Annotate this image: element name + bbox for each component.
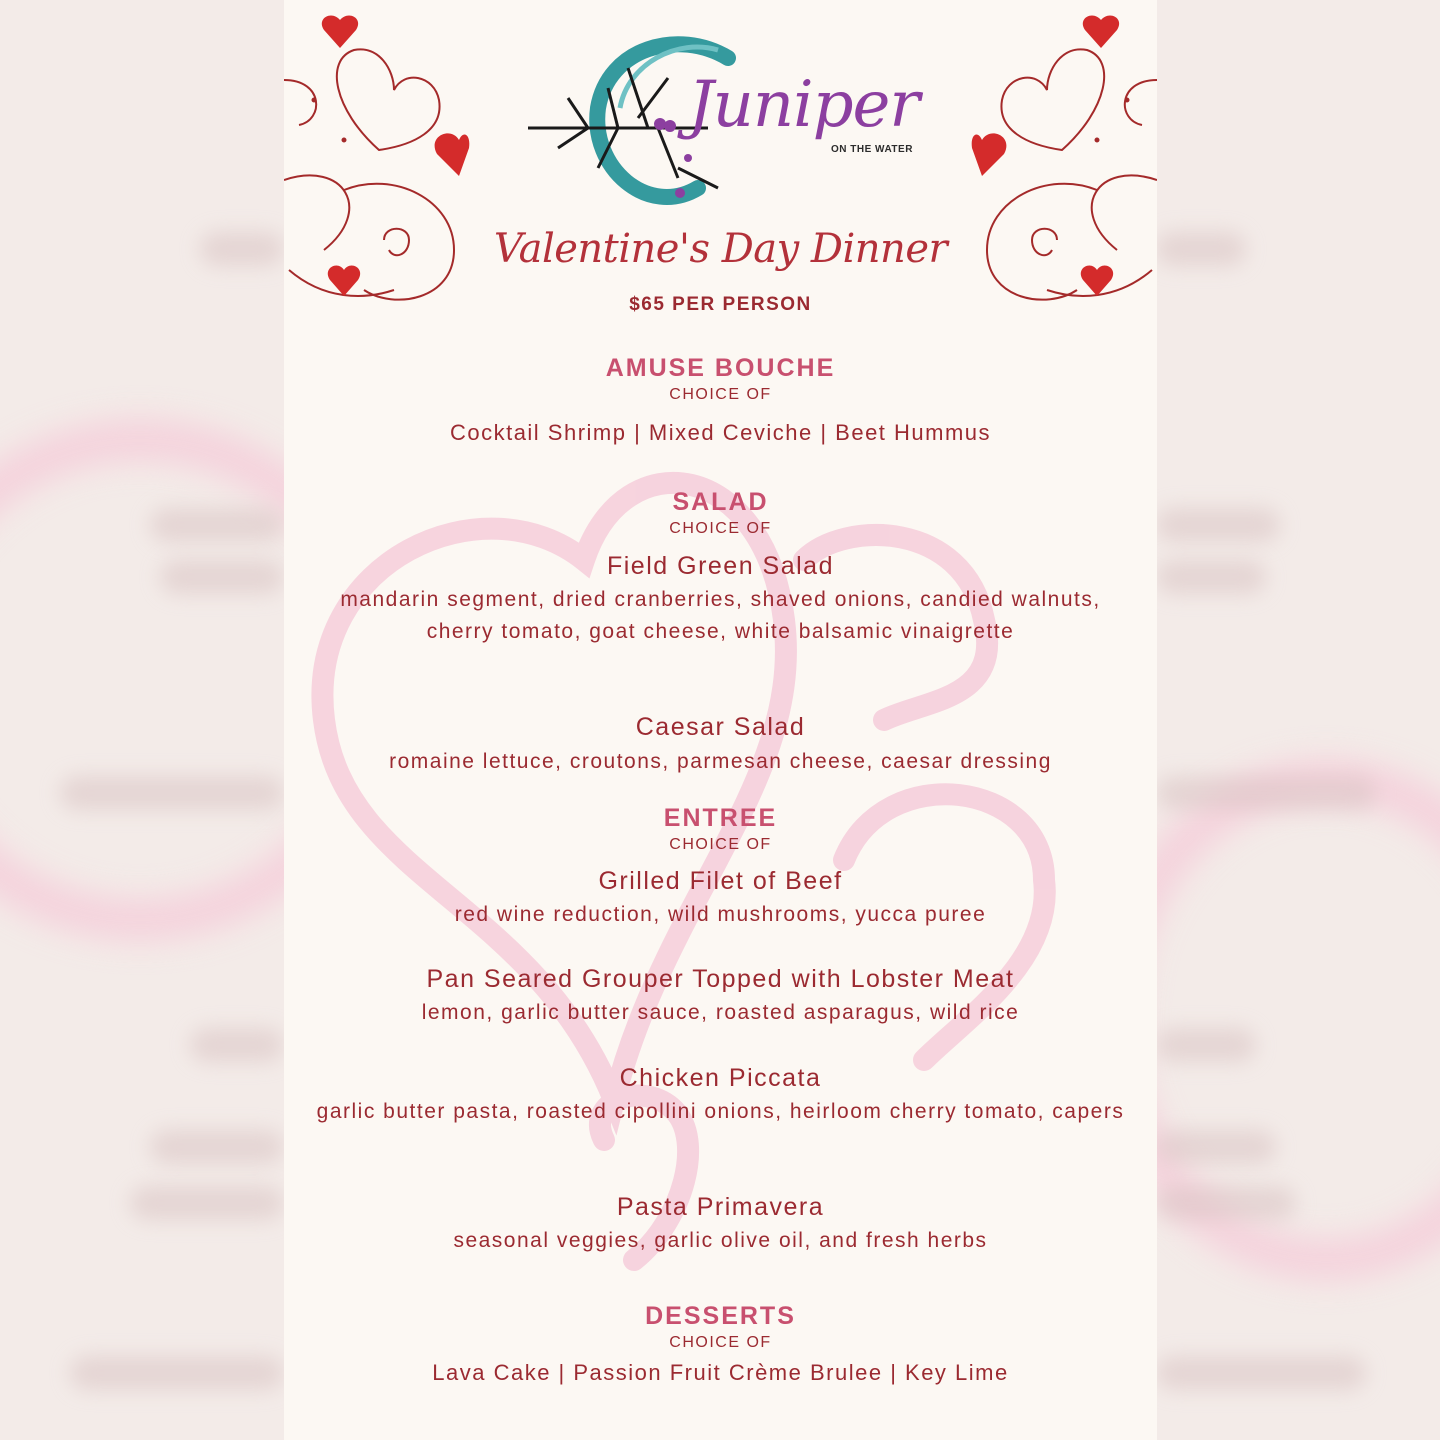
blurred-background-right — [1156, 0, 1440, 1440]
dish-name: Pan Seared Grouper Topped with Lobster Meat — [426, 965, 1015, 993]
section-heading-salad: SALAD — [672, 488, 769, 516]
heart-icon — [972, 133, 1007, 176]
logo-wordmark: Juniper — [688, 68, 919, 142]
dish-name: Grilled Filet of Beef — [598, 867, 843, 895]
dish-description: romaine lettuce, croutons, parmesan cheese, caesar dressing — [389, 750, 1052, 773]
dish-description: mandarin segment, dried cranberries, shaved onions, candied walnuts, cherry tomato, goat cheese, white balsamic vinaigrette — [340, 588, 1101, 643]
logo-tagline: ON THE WATER — [831, 144, 913, 155]
section-subheading: CHOICE OF — [669, 1334, 772, 1351]
price-per-person: $65 PER PERSON — [629, 294, 812, 315]
restaurant-logo — [528, 28, 918, 218]
heart-icon — [1083, 15, 1119, 48]
amuse-bouche-items: Cocktail Shrimp | Mixed Ceviche | Beet Hummus — [449, 420, 992, 445]
section-subheading: CHOICE OF — [669, 386, 772, 403]
section-subheading: CHOICE OF — [669, 836, 772, 853]
blurred-background-left — [0, 0, 284, 1440]
heart-icon — [435, 133, 470, 176]
section-heading-entree: ENTREE — [663, 804, 778, 832]
corner-swirl-ornament-right — [957, 0, 1157, 320]
heart-icon — [322, 15, 358, 48]
corner-swirl-ornament-left — [284, 0, 484, 320]
dish-description: red wine reduction, wild mushrooms, yucca puree — [454, 903, 987, 926]
menu-title: Valentine's Day Dinner — [493, 226, 948, 272]
dessert-items: Lava Cake | Passion Fruit Crème Brulee | Key Lime — [432, 1360, 1009, 1385]
section-subheading: CHOICE OF — [669, 520, 772, 537]
menu-card — [284, 0, 1157, 1440]
dish-name: Caesar Salad — [635, 713, 806, 741]
dish-description: garlic butter pasta, roasted cipollini onions, heirloom cherry tomato, capers — [316, 1100, 1125, 1123]
dish-name: Field Green Salad — [606, 552, 834, 580]
section-heading-desserts: DESSERTS — [645, 1302, 796, 1330]
dish-description: seasonal veggies, garlic olive oil, and fresh herbs — [453, 1229, 988, 1252]
section-heading-amuse-bouche: AMUSE BOUCHE — [605, 354, 836, 382]
dish-name: Chicken Piccata — [619, 1064, 822, 1092]
dish-name: Pasta Primavera — [616, 1193, 825, 1221]
dish-description: lemon, garlic butter sauce, roasted asparagus, wild rice — [421, 1001, 1020, 1024]
